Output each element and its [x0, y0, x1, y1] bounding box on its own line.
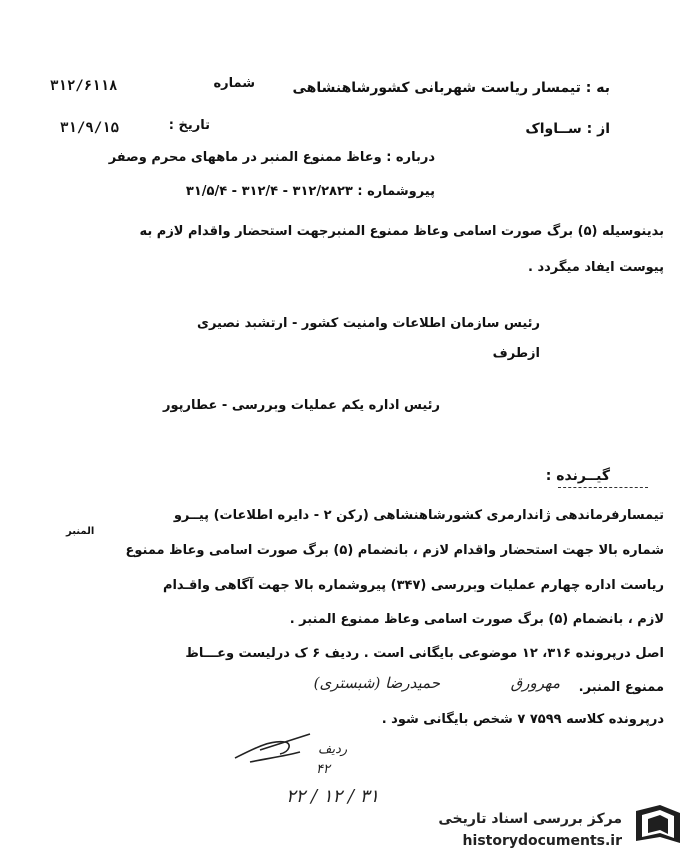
date-label: تاریخ :: [168, 118, 210, 133]
handwritten-signature-mark: [230, 728, 320, 768]
archive-watermark: [420, 801, 700, 861]
handwritten-note-name: حمیدرضا (شبستری): [313, 674, 440, 692]
recipients-heading: گیــرنده :: [545, 468, 610, 484]
signatory-deputy: رئیس اداره یکم عملیات وبررسی - عطارپور: [162, 398, 440, 413]
body-line-2: پیوست ایفاد میگردد .: [528, 260, 664, 275]
archive-line-3: درپرونده کلاسه ۷۵۹۹ ۷ شخص بایگانی شود .: [381, 712, 664, 727]
signatory-on-behalf: ازطرف: [492, 346, 540, 361]
recipient-line-2: شماره بالا جهت استحضار واقدام لازم ، بانضمام (۵) برگ صورت اسامی وعاظ ممنوع: [125, 543, 664, 558]
archive-line-1: اصل درپرونده ۳۱۶، ۱۲ موضوعی بایگانی است . ردیف ۶ ک درلیست وعـــاظ: [185, 646, 664, 661]
recipient-line-1-insert: المنبر: [66, 526, 95, 537]
letter-date: ۳۱/۹/۱۵: [60, 120, 120, 136]
recipient-line-3: ریاست اداره چهارم عملیات وبررسی (۳۴۷) پیروشماره بالا جهت آگاهی واقـدام: [162, 578, 664, 593]
addressee-line: به : تیمسار ریاست شهربانی کشورشاهنشاهی: [292, 80, 610, 96]
subject-line: درباره : وعاظ ممنوع المنبر در ماههای محرم وصفر: [108, 150, 435, 165]
handwritten-date: ۲۲ / ۱۲ / ۳۱: [286, 786, 380, 807]
recipients-heading-underline: [558, 487, 648, 488]
handwritten-initials-a: ردیف: [318, 742, 348, 757]
sender-line: از : ســاواک: [525, 121, 610, 137]
handwritten-initials-b: ۴۲: [316, 762, 330, 777]
archive-line-2: ممنوع المنبر.: [578, 680, 664, 695]
watermark-url: historydocuments.ir: [462, 833, 622, 849]
reference-line: پیروشماره : ۳۱۲/۲۸۲۳ - ۳۱۲/۴ - ۳۱/۵/۴: [185, 184, 435, 199]
handwritten-note-stamp: مهرورق: [510, 674, 560, 692]
letter-number: ۳۱۲/۶۱۱۸: [50, 78, 118, 94]
recipient-line-4: لازم ، بانضمام (۵) برگ صورت اسامی وعاظ ممنوع المنبر .: [289, 612, 664, 627]
signatory-title: رئیس سازمان اطلاعات وامنیت کشور - ارتشبد نصیری: [197, 316, 540, 331]
archive-logo-icon: [630, 801, 686, 849]
body-line-1: بدینوسیله (۵) برگ صورت اسامی وعاظ ممنوع المنبرجهت استحضار واقدام لازم به: [139, 224, 664, 239]
watermark-title: مرکز بررسی اسناد تاریخی: [438, 811, 622, 827]
number-label: شماره: [213, 76, 255, 91]
recipient-line-1: تیمسارفرماندهی ژاندارمری کشورشاهنشاهی (رکن ۲ - دایره اطلاعات) پیــرو: [173, 508, 664, 523]
